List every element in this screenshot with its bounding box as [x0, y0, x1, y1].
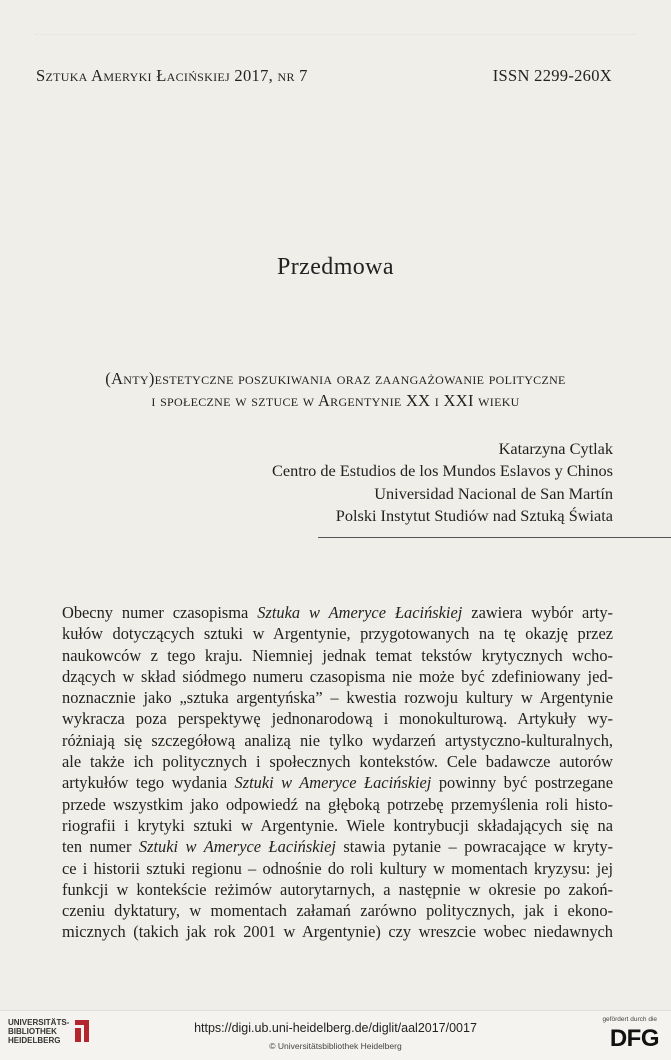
body-line: artykułów tego wydania Sztuki w Ameryce Łacińskiej powinny być postrzegane — [62, 773, 614, 793]
divider — [318, 537, 671, 538]
show-through-text — [35, 34, 635, 44]
body-line: ce i historii sztuki regionu – odnośnie do roli kultury w momentach kryzysu: jej — [62, 858, 613, 878]
funded-by-label: gefördert durch die — [602, 1016, 657, 1023]
author-name: Katarzyna Cytlak — [498, 439, 613, 458]
logo-line: HEIDELBERG — [8, 1036, 61, 1045]
affiliation: Polski Instytut Studiów nad Sztuką Świata — [335, 505, 613, 525]
affiliation: Universidad Nacional de San Martín — [374, 483, 613, 503]
body-line: ten numer Sztuki w Ameryce Łacińskiej stawia pytanie – powracające w kryty- — [62, 837, 614, 857]
page-title: Przedmowa — [277, 254, 394, 280]
body-line: naukowców z tego kraju. Niemniej jednak temat tekstów krytycznych wcho- — [62, 645, 613, 665]
body-text — [62, 602, 613, 943]
viewer-footer — [0, 1010, 671, 1060]
body-line: kułów dotyczących sztuki w Argentynie, przygotowanych na tę okazję przez — [62, 624, 613, 644]
issn: ISSN 2299-260X — [492, 66, 612, 85]
body-line: różniają się szczegółową analizą nie tylko wydarzeń artystyczno-kulturalnych, — [62, 730, 613, 750]
body-line: funkcji w kontekście reżimów autorytarnych, a następnie w okresie po zakoń- — [62, 879, 613, 899]
body-line: wykracza poza perspektywę jednonarodową i monokulturową. Artykuły wy- — [62, 709, 613, 729]
permalink-url[interactable]: https://digi.ub.uni-heidelberg.de/diglit/aal2017/0017 — [194, 1021, 477, 1035]
dfg-logo[interactable]: DFG — [609, 1025, 659, 1052]
body-line: czeniu dyktatury, w momentach załamań zarówno politycznych, jak i ekono- — [62, 901, 613, 921]
logo-line: BIBLIOTHEK — [8, 1027, 57, 1036]
subtitle-line: (Anty)estetyczne poszukiwania oraz zaangażowanie polityczne — [105, 369, 566, 388]
author-block — [272, 438, 613, 527]
copyright-notice: © Universitätsbibliothek Heidelberg — [269, 1041, 402, 1051]
subtitle-line: i społeczne w sztuce w Argentynie XX i XXI wieku — [151, 391, 520, 410]
body-line: Obecny numer czasopisma Sztuka w Ameryce Łacińskiej zawiera wybór arty- — [62, 603, 613, 622]
article-subtitle — [30, 368, 641, 412]
logo-line: UNIVERSITÄTS- — [8, 1018, 70, 1027]
affiliation: Centro de Estudios de los Mundos Eslavos y Chinos — [272, 461, 613, 481]
journal-name: Sztuka Ameryki Łacińskiej 2017, nr 7 — [36, 66, 308, 85]
body-line: dzących w skład siódmego numeru czasopisma nie może być zdefiniowany jed- — [62, 666, 613, 686]
body-line: przede wszystkim jako odpowiedź na głęboką potrzebę przemyślenia roli histo- — [62, 794, 613, 814]
body-line: riografii i krytyki sztuki w Argentynie. Wiele kontrybucji składających się na — [62, 815, 613, 835]
body-line: micznych (takich jak rok 2001 w Argentynie) czy wreszcie wobec niedawnych — [62, 922, 613, 942]
body-line: ale także ich politycznych i społecznych kontekstów. Cele badawcze autorów — [62, 752, 613, 772]
body-line: noznacznie jako „sztuka argentyńska” – kwestia rozwoju kultury w Argentynie — [62, 688, 613, 708]
